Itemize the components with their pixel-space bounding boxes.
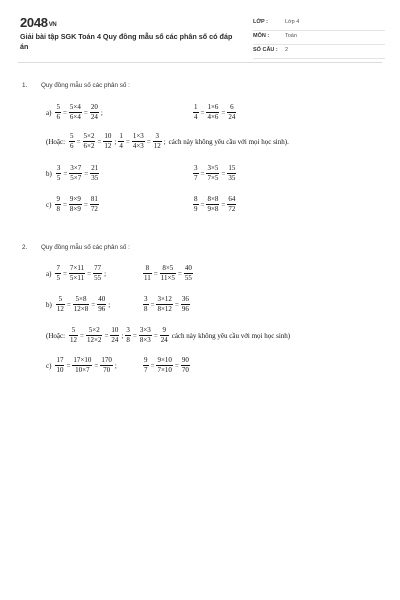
fraction bbox=[156, 357, 172, 374]
fraction bbox=[69, 196, 82, 213]
denominator: 24 bbox=[111, 336, 119, 344]
denominator: 12 bbox=[104, 142, 112, 150]
fraction bbox=[193, 165, 199, 182]
header-divider bbox=[18, 62, 382, 63]
numerator: 3×7 bbox=[70, 164, 82, 172]
denominator: 6 bbox=[70, 142, 74, 150]
numerator: 3×3 bbox=[139, 326, 151, 334]
equals-sign: = bbox=[63, 169, 68, 178]
q1b-equation-left bbox=[46, 165, 100, 182]
equals-sign: = bbox=[146, 137, 151, 146]
q1b-equation-right bbox=[192, 165, 237, 182]
separator: ; bbox=[104, 269, 107, 278]
denominator: 12 bbox=[70, 336, 78, 344]
denominator: 6 bbox=[56, 113, 60, 121]
denominator: 24 bbox=[160, 336, 168, 344]
logo-suffix: VN bbox=[48, 22, 57, 28]
alternative-prefix: (Hoặc: bbox=[46, 137, 66, 146]
denominator: 5×11 bbox=[69, 274, 85, 282]
fraction bbox=[55, 265, 61, 282]
denominator: 24 bbox=[228, 113, 236, 121]
denominator: 8×9 bbox=[69, 205, 81, 213]
numerator: 3 bbox=[194, 164, 198, 172]
denominator: 12 bbox=[56, 305, 64, 313]
equals-sign: = bbox=[132, 331, 137, 340]
fraction bbox=[160, 265, 176, 282]
numerator: 8 bbox=[143, 265, 152, 274]
fraction bbox=[110, 327, 119, 344]
equals-sign: = bbox=[66, 300, 71, 309]
equals-sign: = bbox=[177, 269, 182, 278]
numerator: 5 bbox=[70, 132, 74, 140]
fraction bbox=[153, 133, 162, 150]
fraction bbox=[90, 104, 99, 121]
equals-sign: = bbox=[62, 200, 67, 209]
fraction bbox=[227, 196, 236, 213]
numerator: 3×12 bbox=[157, 295, 172, 303]
q2a-equation-right bbox=[142, 265, 194, 282]
item-label: a) bbox=[46, 108, 52, 117]
denominator: 5×7 bbox=[70, 174, 82, 182]
question-prompt: Quy đồng mẫu số các phân số : bbox=[41, 244, 130, 251]
fraction bbox=[143, 357, 149, 374]
fraction bbox=[160, 327, 169, 344]
fraction bbox=[193, 196, 199, 213]
meta-value: Lớp 4 bbox=[285, 19, 300, 25]
numerator: 5 bbox=[56, 103, 60, 111]
q2b-equation-right bbox=[142, 296, 191, 313]
numerator: 8×5 bbox=[160, 265, 176, 274]
question-1-heading bbox=[22, 82, 130, 89]
fraction bbox=[73, 296, 89, 313]
question-number: 2. bbox=[22, 244, 28, 251]
document-title: Giải bài tập SGK Toán 4 Quy đồng mẫu số các phân số có đáp án bbox=[20, 32, 233, 51]
alternative-note: cách này không yêu cầu với mọi học sinh) bbox=[171, 331, 291, 340]
fraction bbox=[69, 265, 85, 282]
numerator: 9 bbox=[56, 195, 60, 203]
denominator: 7 bbox=[194, 174, 198, 182]
denominator: 72 bbox=[90, 205, 98, 213]
numerator: 3 bbox=[56, 164, 61, 172]
site-logo[interactable] bbox=[20, 15, 56, 30]
equals-sign: = bbox=[153, 269, 158, 278]
fraction bbox=[55, 357, 64, 374]
numerator: 1 bbox=[119, 132, 123, 140]
fraction bbox=[156, 296, 172, 313]
denominator: 11×5 bbox=[160, 274, 175, 282]
numerator: 10 bbox=[111, 326, 119, 334]
numerator: 8 bbox=[194, 195, 198, 203]
question-2-heading bbox=[22, 244, 130, 251]
denominator: 12×2 bbox=[87, 336, 102, 344]
denominator: 7×5 bbox=[207, 174, 219, 182]
denominator: 96 bbox=[98, 305, 106, 313]
fraction bbox=[181, 357, 190, 374]
numerator: 7 bbox=[56, 264, 60, 272]
fraction bbox=[227, 104, 236, 121]
fraction bbox=[103, 133, 112, 150]
numerator: 10 bbox=[104, 132, 112, 140]
fraction bbox=[56, 296, 65, 313]
denominator: 4 bbox=[194, 113, 198, 121]
meta-question-count bbox=[253, 44, 385, 59]
equals-sign: = bbox=[76, 137, 81, 146]
equals-sign: = bbox=[83, 200, 88, 209]
denominator: 8 bbox=[144, 305, 148, 313]
numerator: 9 bbox=[160, 327, 169, 336]
denominator: 5 bbox=[56, 274, 60, 282]
denominator: 8 bbox=[56, 205, 60, 213]
equals-sign: = bbox=[150, 300, 155, 309]
meta-key: SỐ CÂU : bbox=[253, 47, 278, 53]
denominator: 24 bbox=[90, 113, 98, 121]
item-label: b) bbox=[46, 169, 52, 178]
numerator: 17×10 bbox=[73, 356, 92, 364]
fraction bbox=[139, 327, 152, 344]
equals-sign: = bbox=[221, 200, 226, 209]
numerator: 5×2 bbox=[86, 327, 102, 336]
fraction bbox=[93, 265, 102, 282]
item-label: b) bbox=[46, 300, 52, 309]
denominator: 55 bbox=[94, 274, 102, 282]
numerator: 90 bbox=[181, 356, 189, 364]
denominator: 72 bbox=[228, 205, 236, 213]
q2-alternative bbox=[46, 327, 290, 344]
denominator: 6×2 bbox=[83, 142, 95, 150]
denominator: 8×12 bbox=[157, 305, 172, 313]
denominator: 8 bbox=[126, 336, 130, 344]
numerator: 9×10 bbox=[157, 356, 172, 364]
denominator: 12 bbox=[153, 142, 161, 150]
denominator: 9 bbox=[194, 205, 198, 213]
fraction bbox=[69, 165, 82, 182]
numerator: 77 bbox=[94, 264, 102, 272]
denominator: 4×3 bbox=[132, 142, 144, 150]
numerator: 7×11 bbox=[69, 264, 85, 272]
denominator: 70 bbox=[103, 366, 111, 374]
fraction bbox=[69, 133, 75, 150]
fraction bbox=[86, 327, 102, 344]
equals-sign: = bbox=[200, 108, 205, 117]
equals-sign: = bbox=[125, 137, 130, 146]
separator: ; bbox=[100, 108, 103, 117]
numerator: 6 bbox=[227, 104, 236, 113]
denominator: 4×6 bbox=[207, 113, 219, 121]
numerator: 64 bbox=[228, 195, 236, 203]
equals-sign: = bbox=[200, 169, 205, 178]
fraction bbox=[97, 296, 106, 313]
numerator: 1×3 bbox=[132, 132, 144, 140]
equals-sign: = bbox=[221, 108, 226, 117]
numerator: 170 bbox=[101, 356, 112, 364]
denominator: 5 bbox=[56, 174, 61, 182]
numerator: 1×6 bbox=[207, 103, 219, 111]
denominator: 8×3 bbox=[139, 336, 151, 344]
equals-sign: = bbox=[80, 331, 84, 340]
fraction bbox=[143, 265, 152, 282]
numerator: 5×8 bbox=[73, 296, 89, 305]
q1c-equation-right bbox=[192, 196, 237, 213]
question-prompt: Quy đồng mẫu số các phân số : bbox=[41, 82, 130, 89]
equals-sign: = bbox=[66, 361, 71, 370]
fraction bbox=[100, 357, 113, 374]
equals-sign: = bbox=[153, 331, 158, 340]
q1a-equation-right bbox=[192, 104, 237, 121]
fraction bbox=[118, 133, 124, 150]
numerator: 5 bbox=[56, 296, 65, 305]
equals-sign: = bbox=[200, 200, 205, 209]
fraction bbox=[69, 327, 78, 344]
q1a-equation-left bbox=[46, 104, 104, 121]
numerator: 40 bbox=[98, 295, 106, 303]
meta-grade bbox=[253, 16, 385, 31]
equals-sign: = bbox=[221, 169, 226, 178]
denominator: 7×10 bbox=[157, 366, 172, 374]
fraction bbox=[227, 165, 236, 182]
denominator: 6×4 bbox=[69, 113, 81, 121]
separator: ; bbox=[114, 361, 117, 370]
q2b-equation-left bbox=[46, 296, 111, 313]
equals-sign: = bbox=[104, 331, 109, 340]
fraction bbox=[56, 165, 62, 182]
meta-subject bbox=[253, 30, 385, 45]
numerator: 3 bbox=[153, 133, 162, 142]
meta-key: MÔN : bbox=[253, 33, 270, 39]
meta-key: LỚP : bbox=[253, 19, 268, 25]
q2c-equation-right bbox=[142, 357, 191, 374]
fraction bbox=[184, 265, 193, 282]
numerator: 5×4 bbox=[69, 103, 81, 111]
separator: ; bbox=[108, 300, 111, 309]
numerator: 20 bbox=[90, 103, 98, 111]
fraction bbox=[55, 196, 61, 213]
alternative-prefix: (Hoặc: bbox=[46, 331, 66, 340]
denominator: 4 bbox=[119, 142, 123, 150]
fraction bbox=[132, 133, 145, 150]
denominator: 35 bbox=[228, 174, 236, 182]
numerator: 40 bbox=[184, 264, 192, 272]
logo-text: 2048 bbox=[20, 15, 48, 30]
fraction bbox=[90, 165, 99, 182]
equals-sign: = bbox=[62, 269, 67, 278]
fraction bbox=[69, 104, 82, 121]
numerator: 5×2 bbox=[83, 132, 95, 140]
denominator: 7 bbox=[144, 366, 148, 374]
equals-sign: = bbox=[97, 137, 102, 146]
equals-sign: = bbox=[91, 300, 96, 309]
fraction bbox=[206, 165, 219, 182]
fraction bbox=[90, 196, 99, 213]
fraction bbox=[83, 133, 96, 150]
question-number: 1. bbox=[22, 82, 28, 89]
denominator: 11 bbox=[144, 274, 151, 282]
fraction bbox=[125, 327, 131, 344]
separator: ; bbox=[163, 137, 166, 146]
denominator: 12×8 bbox=[73, 305, 89, 313]
numerator: 3×5 bbox=[207, 164, 219, 172]
fraction bbox=[55, 104, 61, 121]
fraction bbox=[72, 357, 92, 374]
fraction bbox=[206, 196, 219, 213]
numerator: 17 bbox=[56, 356, 64, 364]
alternative-note: cách này không yêu cầu với mọi học sinh). bbox=[168, 137, 289, 146]
equals-sign: = bbox=[62, 108, 67, 117]
numerator: 5 bbox=[69, 327, 78, 336]
numerator: 36 bbox=[181, 295, 189, 303]
q2c-equation-left bbox=[46, 357, 118, 374]
numerator: 81 bbox=[90, 195, 98, 203]
fraction bbox=[143, 296, 149, 313]
numerator: 1 bbox=[194, 103, 198, 111]
item-label: a) bbox=[46, 269, 52, 278]
numerator: 15 bbox=[228, 164, 236, 172]
equals-sign: = bbox=[87, 269, 92, 278]
equals-sign: = bbox=[174, 361, 179, 370]
equals-sign: = bbox=[150, 361, 155, 370]
denominator: 70 bbox=[181, 366, 189, 374]
item-label: c) bbox=[46, 361, 52, 370]
q1c-equation-left bbox=[46, 196, 100, 213]
denominator: 9×8 bbox=[207, 205, 219, 213]
numerator: 9 bbox=[144, 356, 148, 364]
denominator: 35 bbox=[91, 174, 99, 182]
numerator: 8×8 bbox=[207, 195, 219, 203]
numerator: 3 bbox=[126, 326, 130, 334]
numerator: 9×9 bbox=[69, 195, 81, 203]
q2a-equation-left bbox=[46, 265, 107, 282]
numerator: 21 bbox=[91, 164, 99, 172]
equals-sign: = bbox=[174, 300, 179, 309]
item-label: c) bbox=[46, 200, 52, 209]
meta-value: Toán bbox=[285, 33, 297, 39]
meta-value: 2 bbox=[285, 47, 289, 53]
denominator: 96 bbox=[181, 305, 189, 313]
equals-sign: = bbox=[94, 361, 99, 370]
equals-sign: = bbox=[84, 169, 89, 178]
equals-sign: = bbox=[83, 108, 88, 117]
q1-alternative bbox=[46, 133, 289, 150]
denominator: 10×7 bbox=[75, 366, 90, 374]
fraction bbox=[181, 296, 190, 313]
numerator: 3 bbox=[144, 295, 148, 303]
separator: ; bbox=[114, 137, 117, 146]
denominator: 55 bbox=[184, 274, 192, 282]
denominator: 10 bbox=[56, 366, 64, 374]
fraction bbox=[206, 104, 219, 121]
fraction bbox=[193, 104, 199, 121]
separator: ; bbox=[121, 331, 124, 340]
